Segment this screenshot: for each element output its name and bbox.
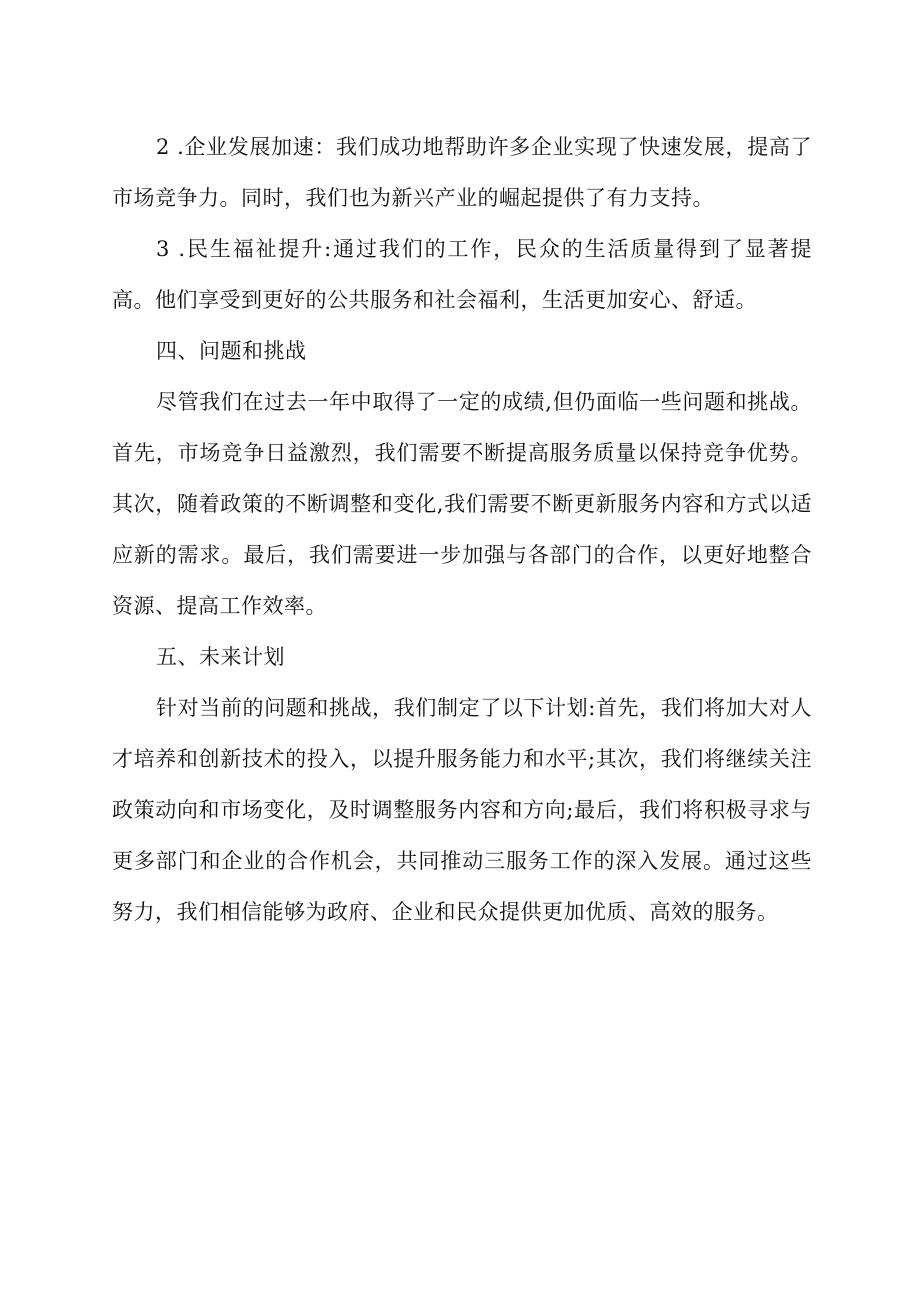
paragraph-future-plan: 针对当前的问题和挑战，我们制定了以下计划:首先，我们将加大对人才培养和创新技术的投入，以提升服务能力和水平;其次，我们将继续关注政策动向和市场变化，及时调整服务内容和方向;最后，我们将积极寻求与更多部门和企业的合作机会，共同推动三服务工作的深入发展。通过这些努力，我们相信能够为政府、企业和民众提供更加优质、高效的服务。 xyxy=(112,696,812,924)
paragraph-enterprise-development: 2 .企业发展加速：我们成功地帮助许多企业实现了快速发展，提高了市场竞争力。同时，我们也为新兴产业的崛起提供了有力支持。 xyxy=(112,135,812,210)
paragraph-problems: 尽管我们在过去一年中取得了一定的成绩,但仍面临一些问题和挑战。首先，市场竞争日益激烈，我们需要不断提高服务质量以保持竞争优势。其次，随着政策的不断调整和变化,我们需要不断更新服务内容和方式以适应新的需求。最后，我们需要进一步加强与各部门的合作，以更好地整合资源、提高工作效率。 xyxy=(112,390,812,618)
section-heading-future-plan: 五、未来计划 xyxy=(156,645,285,669)
section-heading-problems: 四、问题和挑战 xyxy=(156,339,307,363)
document-body xyxy=(112,122,812,938)
paragraph-public-welfare: 3 .民生福祉提升:通过我们的工作，民众的生活质量得到了显著提高。他们享受到更好的公共服务和社会福利，生活更加安心、舒适。 xyxy=(112,237,812,312)
